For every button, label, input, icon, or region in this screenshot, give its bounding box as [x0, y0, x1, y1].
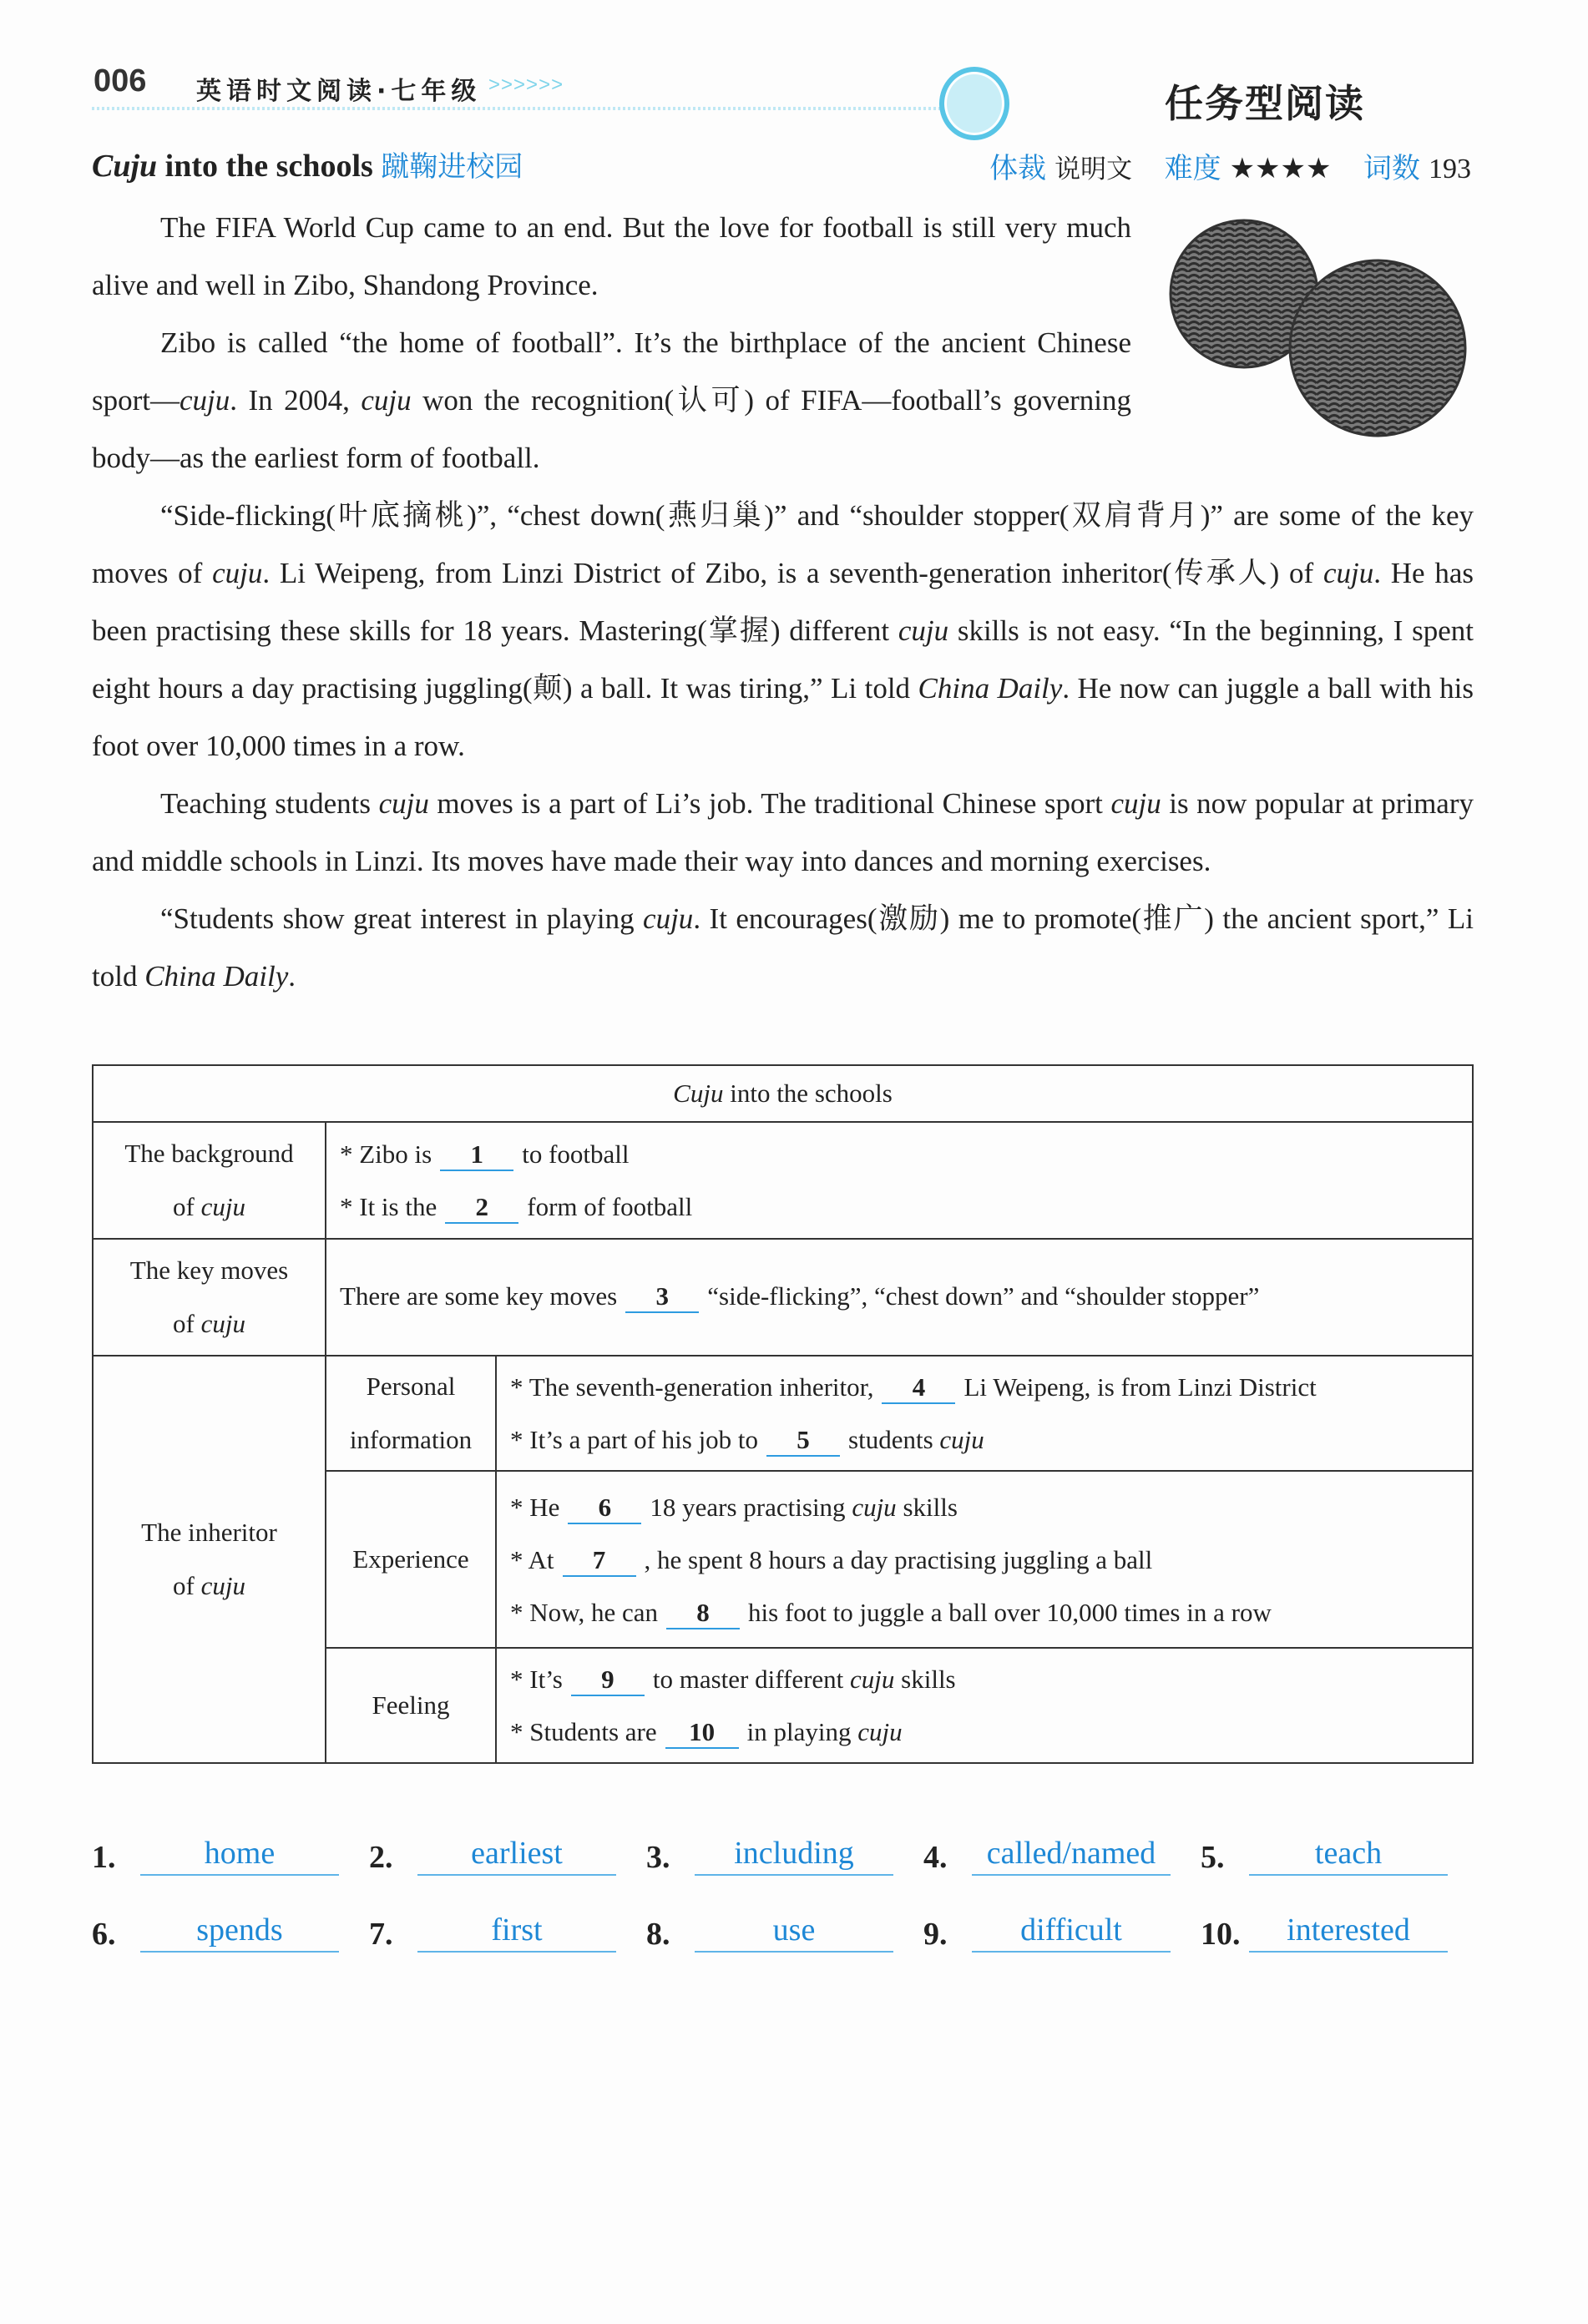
paragraph-text: .: [288, 960, 296, 993]
cell-text: skills: [894, 1665, 956, 1694]
italic-text: cuju: [1322, 557, 1374, 589]
article-title: [92, 144, 523, 184]
title-italic: Cuju: [92, 149, 158, 184]
paragraph-text: moves is a part of Li’s job. The traditional Chinese sport: [428, 787, 1111, 820]
cell-italic: cuju: [857, 1717, 903, 1746]
italic-text: cuju: [180, 384, 230, 417]
paragraph-text: “Students show great interest in playing: [160, 902, 644, 935]
key-moves-content: [326, 1239, 1473, 1356]
answer-item: [923, 1909, 1201, 1953]
article-paragraph: [92, 890, 1474, 1005]
paragraph-text: The FIFA World Cup came to an end. But the love for football is still very much alive and well in Zibo, Shandong Province.: [92, 211, 1131, 301]
background-content: [326, 1122, 1473, 1239]
cell-text: * At: [510, 1544, 554, 1574]
label-line: Personal: [366, 1372, 456, 1401]
answer-number: 5.: [1201, 1840, 1225, 1875]
answer-text: interested: [1249, 1909, 1448, 1953]
answer-item: [646, 1832, 923, 1876]
title-chinese: 蹴鞠进校园: [381, 150, 523, 184]
answer-number: 2.: [369, 1840, 393, 1875]
answer-text: first: [417, 1909, 616, 1953]
italic-text: cuju: [1110, 787, 1161, 820]
paragraph-text: skills is not easy. “In the beginning, I spent eight hours a day practising juggling(颠) a ball. It was tiring,” Li told: [92, 614, 1474, 705]
arrows-decoration: >>>>>>: [488, 73, 564, 96]
article-paragraph: [92, 487, 1474, 775]
label-line: The inheritor: [141, 1518, 277, 1547]
answer-item: [369, 1832, 646, 1876]
answer-item: [92, 1832, 369, 1876]
blank-3: 3: [625, 1281, 699, 1313]
italic-text: cuju: [643, 902, 694, 935]
cell-text: Li Weipeng, is from Linzi District: [963, 1372, 1317, 1402]
label-italic: cuju: [200, 1571, 245, 1600]
answer-text: home: [140, 1832, 339, 1876]
cell-text: * It’s: [510, 1665, 563, 1694]
answer-row: [92, 1909, 1478, 1953]
word-count: 193: [1429, 154, 1471, 184]
answer-item: [646, 1909, 923, 1953]
cell-text: his foot to juggle a ball over 10,000 times in a row: [748, 1597, 1272, 1627]
paragraph-text: . He now can juggle a ball with his foot over 10,000 times in a row.: [92, 672, 1474, 762]
cell-text: * It is the: [340, 1192, 437, 1221]
cell-text: , he spent 8 hours a day practising juggling a ball: [644, 1544, 1153, 1574]
article-body: [92, 199, 1474, 1005]
italic-text: China Daily: [918, 672, 1063, 705]
answer-item: [1201, 1832, 1478, 1876]
cell-text: * It’s a part of his job to: [510, 1425, 759, 1454]
answer-text: teach: [1249, 1832, 1448, 1876]
answer-number: 6.: [92, 1917, 116, 1952]
table-title-italic: Cuju: [673, 1079, 724, 1108]
cell-text: skills: [896, 1492, 958, 1522]
table-title-rest: into the schools: [723, 1079, 893, 1108]
answer-text: difficult: [972, 1909, 1171, 1953]
paragraph-text: . It encourages(激励) me to promote(推广) the ancient sport,” Li told: [92, 902, 1474, 993]
cell-text: form of football: [527, 1192, 693, 1221]
answer-item: [369, 1909, 646, 1953]
answer-number: 8.: [646, 1917, 670, 1952]
personal-content: [496, 1356, 1473, 1471]
paragraph-text: . He has been practising these skills for 18 years. Mastering(掌握) different: [92, 557, 1474, 647]
cell-text: to master different: [652, 1665, 851, 1694]
italic-text: cuju: [378, 787, 429, 820]
answer-item: [1201, 1909, 1478, 1953]
cell-italic: cuju: [939, 1425, 984, 1454]
label-line: The background: [124, 1139, 294, 1168]
blank-10: 10: [665, 1717, 739, 1749]
cell-text: students: [848, 1425, 940, 1454]
answer-number: 3.: [646, 1840, 670, 1875]
genre-value: 说明文: [1054, 154, 1133, 184]
genre-label: 体裁: [989, 152, 1047, 185]
table-title: [93, 1065, 1473, 1122]
row-label-key-moves: [93, 1239, 326, 1356]
blank-8: 8: [666, 1598, 740, 1629]
cell-text: * He: [510, 1492, 560, 1522]
blank-5: 5: [766, 1425, 840, 1457]
blank-6: 6: [568, 1493, 641, 1524]
paragraph-text: . Li Weipeng, from Linzi District of Zibo, is a seventh-generation inheritor(传承人) of: [262, 557, 1323, 589]
paragraph-text: is now popular at primary and middle schools in Linzi. Its moves have made their way into dances and morning exercises.: [92, 787, 1474, 877]
difficulty-label: 难度: [1164, 152, 1221, 185]
cell-text: There are some key moves: [340, 1281, 618, 1311]
circle-decoration-icon: [939, 67, 1009, 140]
blank-9: 9: [571, 1665, 645, 1696]
cell-text: 18 years practising: [650, 1492, 852, 1522]
answer-item: [92, 1909, 369, 1953]
blank-2: 2: [445, 1192, 518, 1224]
answer-text: called/named: [972, 1832, 1171, 1876]
italic-text: cuju: [212, 557, 263, 589]
difficulty-stars: ★★★★: [1229, 154, 1332, 184]
sublabel-personal: [326, 1356, 496, 1471]
answer-number: 4.: [923, 1840, 948, 1875]
cell-text: * Zibo is: [340, 1139, 432, 1169]
label-line: The key moves: [129, 1255, 289, 1285]
label-line: information: [349, 1425, 473, 1454]
word-count-label: 词数: [1363, 152, 1420, 185]
cell-text: * Students are: [510, 1717, 657, 1746]
paragraph-text: Zibo is called “the home of football”. It’s the birthplace of the ancient Chinese sport—: [92, 326, 1131, 417]
answer-text: including: [695, 1832, 893, 1876]
blank-1: 1: [440, 1139, 513, 1171]
cell-text: * The seventh-generation inheritor,: [510, 1372, 874, 1402]
series-title: 英语时文阅读·七年级: [196, 77, 482, 106]
label-line: of: [173, 1192, 201, 1221]
row-label-background: [93, 1122, 326, 1239]
label-line: of: [173, 1309, 201, 1338]
answer-text: spends: [140, 1909, 339, 1953]
feeling-content: [496, 1648, 1473, 1763]
paragraph-text: won the recognition(认可) of FIFA—football’s governing body—as the earliest form of football.: [92, 384, 1131, 474]
answer-number: 9.: [923, 1917, 948, 1952]
answer-row: [92, 1832, 1478, 1876]
header-divider: [92, 107, 968, 110]
answer-text: use: [695, 1909, 893, 1953]
summary-table: [92, 1064, 1474, 1764]
label-italic: cuju: [200, 1192, 245, 1221]
section-title: 任务型阅读: [1165, 81, 1365, 126]
italic-text: cuju: [361, 384, 412, 417]
italic-text: cuju: [898, 614, 949, 647]
italic-text: China Daily: [144, 960, 289, 993]
blank-4: 4: [882, 1372, 955, 1404]
paragraph-text: . In 2004,: [230, 384, 362, 417]
experience-content: [496, 1471, 1473, 1648]
label-italic: cuju: [200, 1309, 245, 1338]
cell-italic: cuju: [850, 1665, 895, 1694]
answer-item: [923, 1832, 1201, 1876]
cell-text: “side-flicking”, “chest down” and “shoulder stopper”: [707, 1281, 1260, 1311]
answer-text: earliest: [417, 1832, 616, 1876]
sublabel-experience: Experience: [326, 1471, 496, 1648]
row-label-inheritor: [93, 1356, 326, 1763]
cuju-balls-image: [1165, 202, 1474, 444]
answer-number: 1.: [92, 1840, 116, 1875]
page-number: 006: [94, 63, 147, 99]
answer-number: 7.: [369, 1917, 393, 1952]
paragraph-text: Teaching students: [160, 787, 379, 820]
cell-text: to football: [522, 1139, 630, 1169]
cell-italic: cuju: [852, 1492, 897, 1522]
article-paragraph: [92, 775, 1474, 890]
paragraph-text: “Side-flicking(叶底摘桃)”, “chest down(燕归巢)” and “shoulder stopper(双肩背月)” are some of the key moves of: [92, 499, 1474, 589]
answer-number: 10.: [1201, 1917, 1241, 1952]
cell-text: in playing: [746, 1717, 858, 1746]
answer-key: [92, 1832, 1478, 1986]
article-meta: [964, 145, 1471, 186]
label-line: of: [173, 1571, 201, 1600]
sublabel-feeling: Feeling: [326, 1648, 496, 1763]
title-rest: into the schools: [157, 149, 373, 184]
cell-text: * Now, he can: [510, 1597, 659, 1627]
blank-7: 7: [563, 1545, 636, 1577]
